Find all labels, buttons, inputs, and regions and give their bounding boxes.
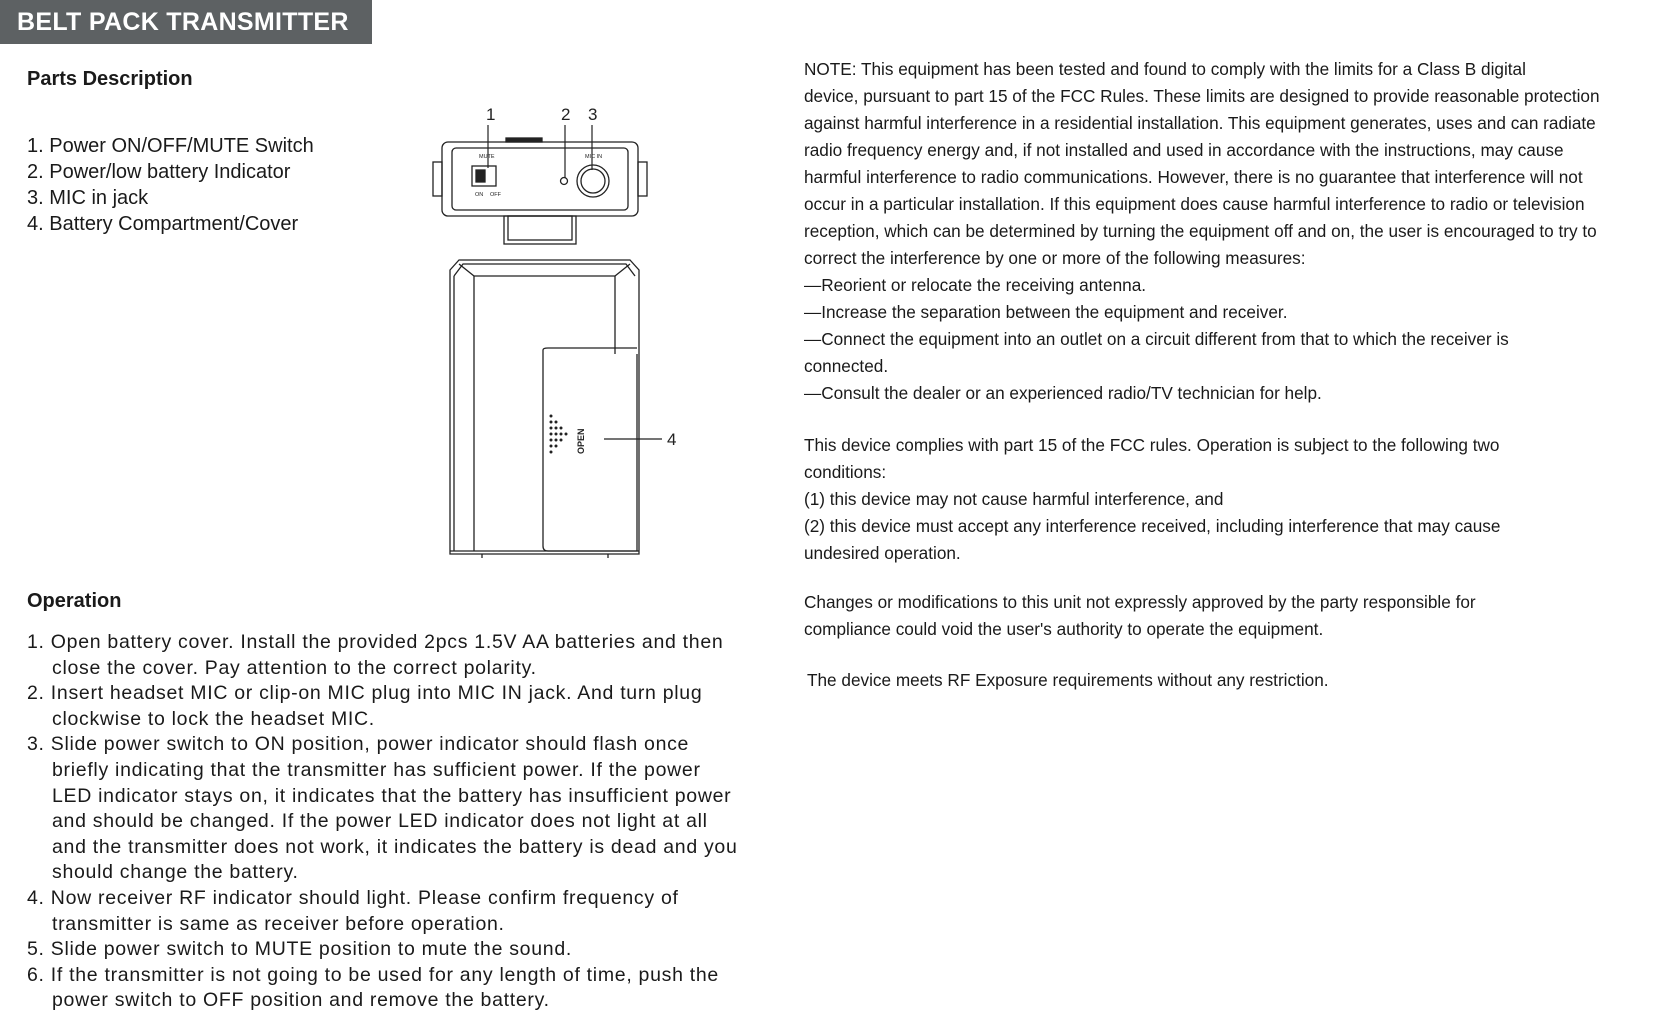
operation-step: 1. Open battery cover. Install the provided 2pcs 1.5V AA batteries and then close the cover. Pay attention to the correct polarity. — [27, 631, 724, 679]
callout-4: 4 — [667, 430, 677, 449]
text-line: correct the interference by one or more of the following measures: — [804, 248, 1306, 268]
text-line: harmful interference to radio communications. However, there is no guarantee that interference will not — [804, 167, 1583, 187]
text-line: conditions: — [804, 462, 887, 482]
open-label: OPEN — [576, 428, 586, 454]
fcc-changes-warning — [804, 589, 1671, 643]
operation-step: 5. Slide power switch to MUTE position to mute the sound. — [27, 938, 572, 961]
text-line: compliance could void the user's authority to operate the equipment. — [804, 619, 1324, 639]
text-line: Changes or modifications to this unit not expressly approved by the party responsible for — [804, 592, 1476, 612]
callout-lines — [488, 125, 662, 439]
transmitter-front-view — [450, 260, 639, 558]
text-line: NOTE: This equipment has been tested and found to comply with the limits for a Class B digital — [804, 59, 1526, 79]
off-label: OFF — [490, 192, 501, 198]
part-item: 1. Power ON/OFF/MUTE Switch — [27, 135, 314, 157]
text-line: reception, which can be determined by turning the equipment off and on, the user is encouraged to try to — [804, 221, 1597, 241]
text-line: connected. — [804, 356, 889, 376]
fcc-note — [804, 56, 1671, 407]
fcc-part15 — [804, 432, 1671, 567]
text-line: (1) this device may not cause harmful interference, and — [804, 489, 1224, 509]
transmitter-top-view — [433, 138, 647, 244]
page-title: BELT PACK TRANSMITTER — [0, 0, 372, 44]
text-line: against harmful interference in a residential installation. This equipment generates, uses and can radiate — [804, 113, 1596, 133]
text-line: —Increase the separation between the equipment and receiver. — [804, 302, 1288, 322]
text-line: This device complies with part 15 of the FCC rules. Operation is subject to the following two — [804, 435, 1500, 455]
callout-1: 1 — [486, 105, 496, 124]
text-line: occur in a particular installation. If this equipment does cause harmful interference to radio or television — [804, 194, 1585, 214]
text-line: undesired operation. — [804, 543, 961, 563]
part-item: 2. Power/low battery Indicator — [27, 161, 291, 183]
operation-step: 6. If the transmitter is not going to be used for any length of time, push the power switch to OFF position and remove the battery. — [27, 963, 719, 1012]
open-arrow-icon — [550, 415, 568, 454]
fcc-compliance-text — [804, 56, 1671, 694]
operation-step: 4. Now receiver RF indicator should light. Please confirm frequency of transmitter is same as receiver before operation. — [27, 886, 679, 935]
operation-steps — [27, 630, 742, 1014]
text-line: radio frequency energy and, if not installed and used in accordance with the instructions, may cause — [804, 140, 1564, 160]
callout-3: 3 — [588, 105, 598, 124]
on-label: ON — [475, 192, 484, 198]
rf-exposure-statement: The device meets RF Exposure requirements without any restriction. — [807, 670, 1329, 690]
part-item: 4. Battery Compartment/Cover — [27, 213, 299, 235]
parts-list — [27, 133, 314, 237]
text-line: —Reorient or relocate the receiving antenna. — [804, 275, 1147, 295]
text-line: —Connect the equipment into an outlet on a circuit different from that to which the receiver is — [804, 329, 1509, 349]
transmitter-diagram — [430, 98, 690, 560]
text-line: (2) this device must accept any interference received, including interference that may cause — [804, 516, 1501, 536]
part-item: 3. MIC in jack — [27, 187, 149, 209]
mic-in-label: MIC IN — [585, 154, 603, 160]
parts-description-heading: Parts Description — [27, 68, 193, 90]
mute-label: MUTE — [479, 154, 495, 160]
text-line: device, pursuant to part 15 of the FCC Rules. These limits are designed to provide reasonable protection — [804, 86, 1600, 106]
operation-step: 3. Slide power switch to ON position, power indicator should flash once briefly indicating that the transmitter has sufficient power. If the power LED indicator stays on, it indicates that the battery has insufficient power and should be changed. If the power LED indicator does not light at all and the transmitter does not work, it indicates the battery is dead and you should change the battery. — [27, 733, 738, 884]
callout-2: 2 — [561, 105, 571, 124]
operation-step: 2. Insert headset MIC or clip-on MIC plug into MIC IN jack. And turn plug clockwise to lock the headset MIC. — [27, 682, 703, 730]
text-line: —Consult the dealer or an experienced radio/TV technician for help. — [804, 383, 1322, 403]
operation-heading: Operation — [27, 590, 122, 612]
